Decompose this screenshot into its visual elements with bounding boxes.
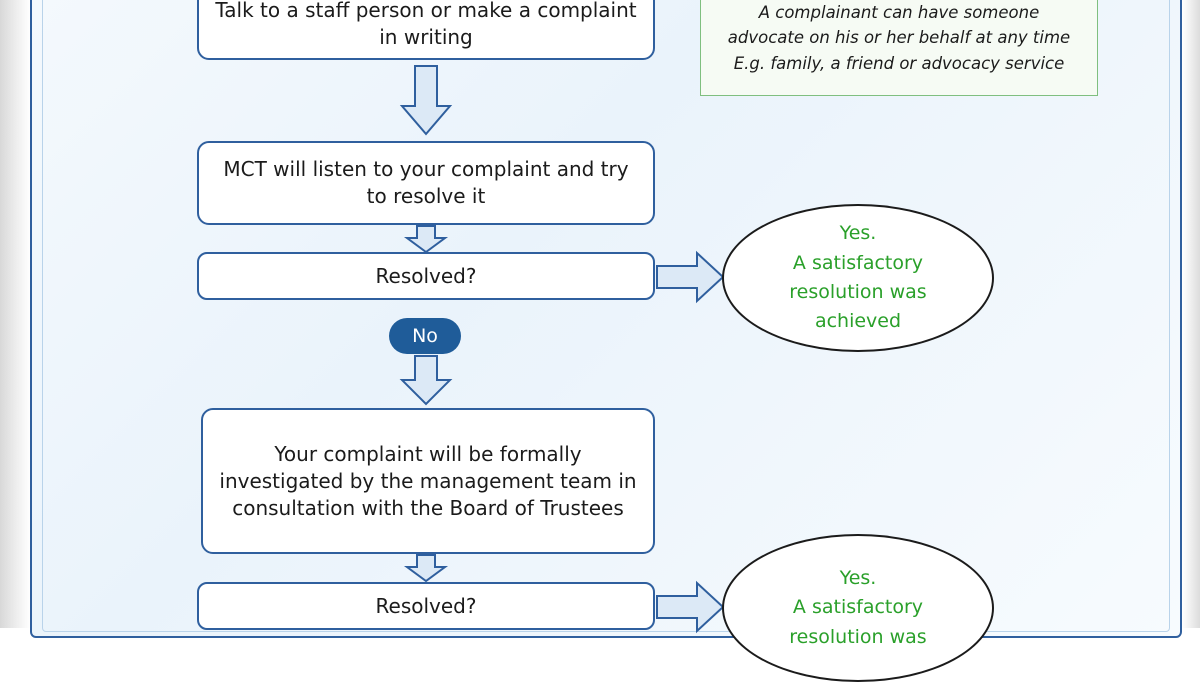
- node-mct-listen-label: MCT will listen to your complaint and try to resolve it: [223, 157, 629, 208]
- arrow-down-to-resolved-1: [404, 226, 448, 254]
- outcome-2-line-1: Yes.: [839, 566, 877, 589]
- outcome-2-line-3: resolution was: [789, 625, 927, 648]
- node-resolved-2: [197, 582, 655, 630]
- node-resolved-2-label: Resolved?: [375, 593, 477, 618]
- node-mct-listen: [197, 141, 655, 225]
- arrow-down-to-resolved-2: [404, 555, 448, 583]
- arrow-down-to-mct-listen: [398, 66, 454, 138]
- outcome-2-line-2: A satisfactory: [792, 596, 924, 619]
- arrow-right-to-outcome-2: [657, 580, 727, 634]
- outcome-1-line-3: resolution was: [789, 281, 927, 303]
- note-advocate: [700, 0, 1098, 96]
- page-left-shadow: [0, 0, 30, 628]
- outcome-1-line-4: achieved: [814, 310, 902, 333]
- outcome-ellipse-yes-1-text: [789, 219, 926, 337]
- arrow-down-to-formal-investigation: [398, 356, 454, 408]
- node-formal-investigation: [201, 408, 655, 554]
- outcome-1-line-2: A satisfactory: [792, 251, 924, 274]
- node-resolved-1: [197, 252, 655, 300]
- outcome-1-line-1: Yes.: [839, 222, 877, 245]
- outcome-ellipse-yes-2: [722, 534, 994, 682]
- node-talk-to-staff: [197, 0, 655, 60]
- note-line-3: E.g. family, a friend or advocacy service: [733, 53, 1065, 73]
- note-line-1: A complainant can have someone: [758, 2, 1040, 22]
- node-resolved-1-label: Resolved?: [375, 263, 477, 288]
- label-no-pill-text: No: [412, 325, 438, 347]
- node-talk-to-staff-label: Talk to a staff person or make a complaint in writing: [215, 0, 637, 49]
- page-right-shadow: [1182, 0, 1200, 628]
- note-advocate-text: [728, 0, 1070, 76]
- arrow-right-to-outcome-1: [657, 250, 727, 304]
- node-formal-investigation-label: Your complaint will be formally investigated by the management team in consultation with the Board of Trustees: [219, 441, 637, 520]
- outcome-ellipse-yes-2-text: [789, 564, 926, 652]
- outcome-ellipse-yes-1: [722, 204, 994, 352]
- note-line-2: advocate on his or her behalf at any time: [727, 28, 1071, 48]
- label-no-pill: [389, 318, 461, 354]
